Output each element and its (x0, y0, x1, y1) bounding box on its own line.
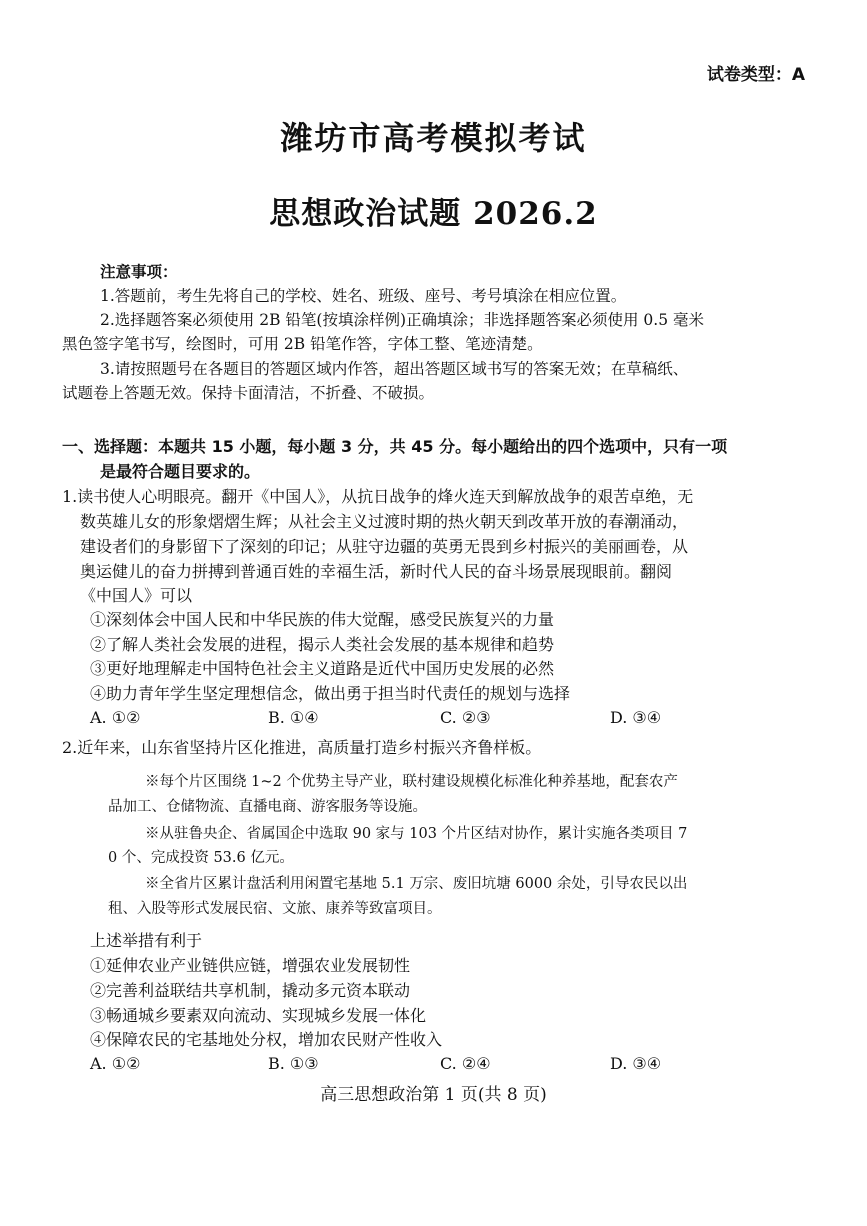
q2-option-b: B. ①③ (268, 1054, 319, 1073)
notice-line-2a: 2.选择题答案必须使用 2B 铅笔(按填涂样例)正确填涂；非选择题答案必须使用 0.5 毫米 (100, 311, 704, 329)
q1-item-3: ③更好地理解走中国特色社会主义道路是近代中国历史发展的必然 (90, 659, 555, 678)
exam-title: 潍坊市高考模拟考试 (280, 119, 587, 157)
q1-item-4: ④助力青年学生坚定理想信念，做出勇于担当时代责任的规划与选择 (90, 684, 571, 703)
q2-material-3b: 租、入股等形式发展民宿、文旅、康养等致富项目。 (108, 901, 442, 917)
q2-material-1b: 品加工、仓储物流、直播电商、游客服务等设施。 (108, 799, 427, 815)
q1-stem-4: 奥运健儿的奋力拼搏到普通百姓的幸福生活，新时代人民的奋斗场景展现眼前。翻阅 (80, 562, 673, 581)
q1-stem-1: 1.读书使人心明眼亮。翻开《中国人》，从抗日战争的烽火连天到解放战争的艰苦卓绝，无 (62, 487, 694, 506)
q1-option-d: D. ③④ (610, 708, 662, 727)
q2-item-1: ①延伸农业产业链供应链，增强农业发展韧性 (90, 956, 411, 975)
notice-line-1: 1.答题前，考生先将自己的学校、姓名、班级、座号、考号填涂在相应位置。 (100, 287, 627, 305)
q2-material-3a: ※全省片区累计盘活利用闲置宅基地 5.1 万宗、废旧坑塘 6000 余处，引导农民以出 (145, 876, 688, 892)
q2-item-3: ③畅通城乡要素双向流动、实现城乡发展一体化 (90, 1006, 427, 1025)
q2-material-2b: 0 个、完成投资 53.6 亿元。 (108, 850, 294, 866)
q1-stem-2: 数英雄儿女的形象熠熠生辉；从社会主义过渡时期的热火朝天到改革开放的春潮涌动， (80, 512, 689, 531)
q1-stem-5: 《中国人》可以 (80, 586, 193, 605)
q1-stem-3: 建设者们的身影留下了深刻的印记；从驻守边疆的英勇无畏到乡村振兴的美丽画卷，从 (80, 537, 689, 556)
notice-line-2b: 黑色签字笔书写，绘图时，可用 2B 铅笔作答，字体工整、笔迹清楚。 (62, 335, 543, 353)
q2-option-d: D. ③④ (610, 1054, 662, 1073)
q2-item-2: ②完善利益联结共享机制，撬动多元资本联动 (90, 981, 411, 1000)
q1-option-b: B. ①④ (268, 708, 319, 727)
notice-heading: 注意事项： (100, 263, 178, 281)
section-heading-line-2: 是最符合题目要求的。 (100, 462, 261, 481)
paper-type-label: 试卷类型：A (706, 65, 805, 85)
q2-material-1a: ※每个片区围绕 1~2 个优势主导产业，联村建设规模化标准化种养基地，配套农产 (145, 774, 678, 790)
notice-line-3b: 试题卷上答题无效。保持卡面清洁，不折叠、不破损。 (62, 384, 435, 402)
subject-title: 思想政治试题 2026.2 (269, 196, 598, 232)
q1-item-2: ②了解人类社会发展的进程，揭示人类社会发展的基本规律和趋势 (90, 635, 555, 654)
q2-option-c: C. ②④ (440, 1054, 491, 1073)
q2-stem: 2.近年来，山东省坚持片区化推进，高质量打造乡村振兴齐鲁样板。 (62, 738, 542, 757)
q2-lead: 上述举措有利于 (90, 931, 203, 950)
q2-item-4: ④保障农民的宅基地处分权，增加农民财产性收入 (90, 1030, 443, 1049)
q1-option-a: A. ①② (90, 708, 141, 727)
q2-option-a: A. ①② (90, 1054, 141, 1073)
page-footer: 高三思想政治第 1 页(共 8 页) (320, 1085, 547, 1105)
notice-line-3a: 3.请按照题号在各题目的答题区域内作答，超出答题区域书写的答案无效；在草稿纸、 (100, 360, 689, 378)
q1-item-1: ①深刻体会中国人民和中华民族的伟大觉醒，感受民族复兴的力量 (90, 610, 555, 629)
section-heading-line-1: 一、选择题：本题共 15 小题，每小题 3 分，共 45 分。每小题给出的四个选项中，只有一项 (62, 437, 728, 456)
q2-material-2a: ※从驻鲁央企、省属国企中选取 90 家与 103 个片区结对协作，累计实施各类项目 7 (145, 826, 688, 842)
q1-option-c: C. ②③ (440, 708, 491, 727)
